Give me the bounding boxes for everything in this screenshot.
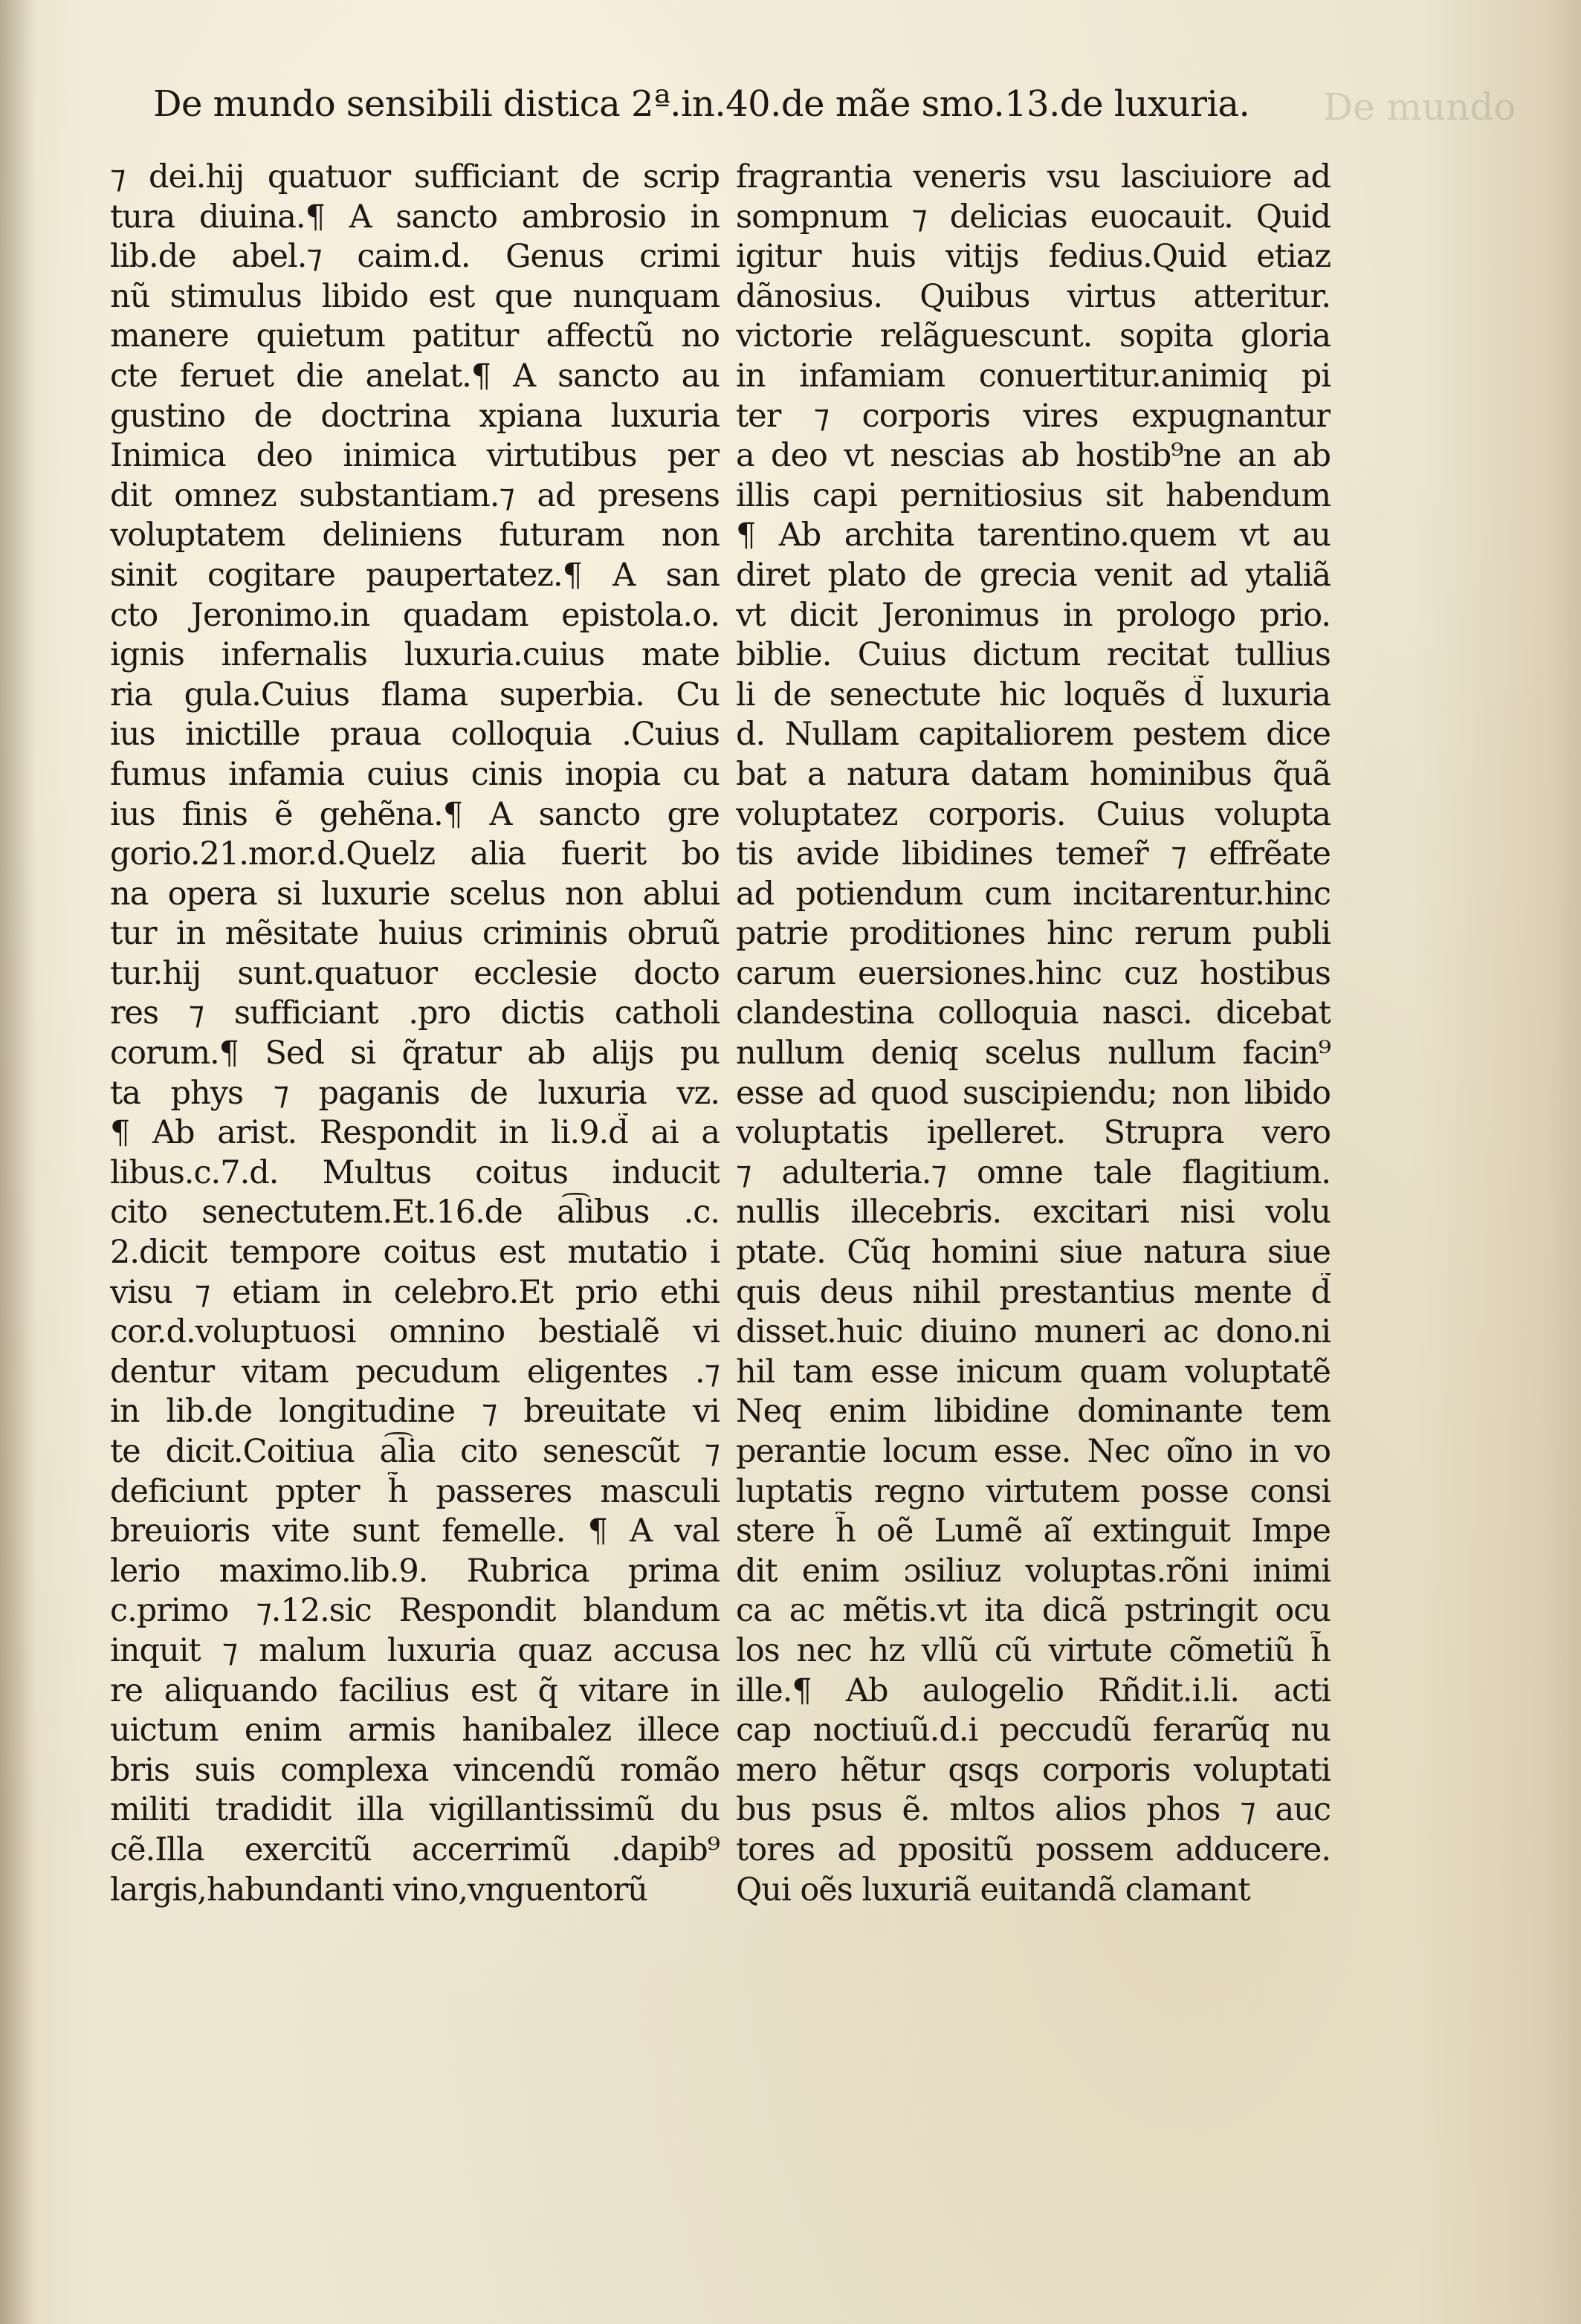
- text-line: luptatis regno virtutem posse consi: [736, 1472, 1331, 1510]
- text-line: ter ⁊ corporis vires expugnantur: [736, 397, 1331, 435]
- text-line: igitur huis vitijs fedius.Quid etiaz: [736, 238, 1331, 276]
- text-line: corum.¶ Sed si q̃ratur ab alijs pu: [110, 1035, 720, 1072]
- text-line: cte feruet die anelat.¶ A sancto au: [110, 357, 720, 395]
- text-line: ⁊ adulteria.⁊ omne tale flagitium.: [736, 1153, 1331, 1191]
- text-line: tores ad ppositũ possem adducere.: [736, 1831, 1331, 1868]
- text-line: Neq enim libidine dominante tem: [736, 1393, 1331, 1431]
- text-line: ius finis ẽ gehẽna.¶ A sancto gre: [110, 795, 720, 833]
- right-text-column: [736, 158, 1331, 1910]
- text-line: clandestina colloquia nasci. dicebat: [736, 994, 1331, 1032]
- text-line: biblie. Cuius dictum recitat tullius: [736, 636, 1331, 674]
- text-line: in lib.de longitudine ⁊ breuitate vi: [110, 1393, 720, 1431]
- text-line: gustino de doctrina xpiana luxuria: [110, 397, 720, 435]
- text-line: voluptatem deliniens futuram non: [110, 517, 720, 554]
- text-line: ad potiendum cum incitarentur.hinc: [736, 875, 1331, 913]
- text-line: gorio.21.mor.d.Quelz alia fuerit bo: [110, 835, 720, 873]
- text-line: mero hẽtur qsqs corporis voluptati: [736, 1751, 1331, 1789]
- text-line: cor.d.voluptuosi omnino bestialẽ vi: [110, 1313, 720, 1351]
- text-line: tura diuina.¶ A sancto ambrosio in: [110, 198, 720, 236]
- text-line: ⁊ dei.hij quatuor sufficiant de scrip: [110, 158, 720, 195]
- text-line: Inimica deo inimica virtutibus per: [110, 437, 720, 475]
- text-line: a deo vt nescias ab hostib⁹ne an ab: [736, 437, 1331, 475]
- text-line: ille.¶ Ab aulogelio Rñdit.i.li. acti: [736, 1671, 1331, 1709]
- text-line: d. Nullam capitaliorem pestem dice: [736, 716, 1331, 754]
- text-line: illis capi pernitiosius sit habendum: [736, 476, 1331, 514]
- text-line: na opera si luxurie scelus non ablui: [110, 875, 720, 913]
- text-line: largis,habundanti vino,vnguentorũ: [110, 1871, 647, 1909]
- text-line: los nec hz vllũ cũ virtute cõmetiũ h̃: [736, 1631, 1331, 1669]
- text-line: ca ac mẽtis.vt ita dicã pstringit ocu: [736, 1592, 1331, 1630]
- text-line: nullum deniq scelus nullum facin⁹: [736, 1035, 1331, 1072]
- text-line: dentur vitam pecudum eligentes .⁊: [110, 1353, 720, 1391]
- text-line: militi tradidit illa vigillantissimũ du: [110, 1791, 720, 1829]
- text-line: disset.huic diuino muneri ac dono.ni: [736, 1313, 1331, 1351]
- text-line: libus.c.7.d. Multus coitus inducit: [110, 1153, 720, 1191]
- text-line: ta phys ⁊ paganis de luxuria vz.: [110, 1074, 720, 1112]
- text-line: 2.dicit tempore coitus est mutatio i: [110, 1234, 720, 1272]
- text-line: stere h̃ oẽ Lumẽ aĩ extinguit Impe: [736, 1512, 1331, 1550]
- text-line: fragrantia veneris vsu lasciuiore ad: [736, 158, 1331, 195]
- text-line: voluptatis ipelleret. Strupra vero: [736, 1114, 1331, 1152]
- text-line: ignis infernalis luxuria.cuius mate: [110, 636, 720, 674]
- text-line: ria gula.Cuius flama superbia. Cu: [110, 676, 720, 713]
- text-line: cap noctiuũ.d.i peccudũ ferarũq nu: [736, 1712, 1331, 1750]
- text-line: visu ⁊ etiam in celebro.Et prio ethi: [110, 1273, 720, 1311]
- text-line: inquit ⁊ malum luxuria quaz accusa: [110, 1631, 720, 1669]
- text-line: carum euersiones.hinc cuz hostibus: [736, 954, 1331, 992]
- text-line: li de senectute hic loquẽs d̃ luxuria: [736, 676, 1331, 713]
- text-line: uictum enim armis hanibalez illece: [110, 1712, 720, 1750]
- text-line: sinit cogitare paupertatez.¶ A san: [110, 556, 720, 594]
- text-line: c.primo ⁊.12.sic Respondit blandum: [110, 1592, 720, 1630]
- left-text-column: [110, 158, 720, 1910]
- text-line: patrie proditiones hinc rerum publi: [736, 915, 1331, 953]
- text-line: res ⁊ sufficiant .pro dictis catholi: [110, 994, 720, 1032]
- text-line: tur in mẽsitate huius criminis obruũ: [110, 915, 720, 953]
- text-line: breuioris vite sunt femelle. ¶ A val: [110, 1512, 720, 1550]
- text-line: cẽ.Illa exercitũ accerrimũ .dapib⁹: [110, 1831, 720, 1868]
- text-line: voluptatez corporis. Cuius volupta: [736, 795, 1331, 833]
- text-line: ¶ Ab arist. Respondit in li.9.d̃ ai a: [110, 1114, 720, 1152]
- text-line: ius inictille praua colloquia .Cuius: [110, 716, 720, 754]
- text-line: esse ad quod suscipiendu; non libido: [736, 1074, 1331, 1112]
- text-line: hil tam esse inicum quam voluptatẽ: [736, 1353, 1331, 1391]
- text-line: lerio maximo.lib.9. Rubrica prima: [110, 1552, 720, 1590]
- text-line: dãnosius. Quibus virtus atteritur.: [736, 277, 1331, 315]
- running-header: De mundo sensibili distica 2ª.in.40.de mãe smo.13.de luxuria.: [153, 83, 1250, 125]
- text-line: re aliquando facilius est q̃ vitare in: [110, 1671, 720, 1709]
- binding-shadow: [0, 0, 37, 2324]
- text-line: in infamiam conuertitur.animiq pi: [736, 357, 1331, 395]
- text-line: ¶ Ab archita tarentino.quem vt au: [736, 517, 1331, 554]
- text-line: tur.hij sunt.quatuor ecclesie docto: [110, 954, 720, 992]
- text-line: quis deus nihil prestantius mente d̃: [736, 1273, 1331, 1311]
- text-line: bat a natura datam hominibus q̃uã: [736, 755, 1331, 793]
- text-line: sompnum ⁊ delicias euocauit. Quid: [736, 198, 1331, 236]
- text-line: deficiunt ppter h̃ passeres masculi: [110, 1472, 720, 1510]
- text-line: nũ stimulus libido est que nunquam: [110, 277, 720, 315]
- text-line: victorie relãguescunt. sopita gloria: [736, 317, 1331, 355]
- text-line: manere quietum patitur affectũ no: [110, 317, 720, 355]
- show-through-text: De mundo: [1323, 85, 1516, 129]
- text-line: dit omnez substantiam.⁊ ad presens: [110, 476, 720, 514]
- text-line: bris suis complexa vincendũ romão: [110, 1751, 720, 1789]
- text-line: vt dicit Jeronimus in prologo prio.: [736, 596, 1331, 634]
- text-line: cto Jeronimo.in quadam epistola.o.: [110, 596, 720, 634]
- text-line: perantie locum esse. Nec oĩno in vo: [736, 1433, 1331, 1470]
- text-line: bus psus ẽ. mltos alios phos ⁊ auc: [736, 1791, 1331, 1829]
- text-line: fumus infamia cuius cinis inopia cu: [110, 755, 720, 793]
- text-line: tis avide libidines temer̃ ⁊ effrẽate: [736, 835, 1331, 873]
- text-line: Qui oẽs luxuriã euitandã clamant: [736, 1871, 1250, 1909]
- text-line: lib.de abel.⁊ caim.d. Genus crimi: [110, 238, 720, 276]
- text-line: te dicit.Coitiua a͡lia cito senescũt ⁊: [110, 1433, 720, 1470]
- text-line: dit enim ɔsiliuz voluptas.rõni inimi: [736, 1552, 1331, 1590]
- text-line: diret plato de grecia venit ad ytaliã: [736, 556, 1331, 594]
- text-line: ptate. Cũq homini siue natura siue: [736, 1234, 1331, 1272]
- text-line: cito senectutem.Et.16.de a͡libus .c.: [110, 1194, 720, 1231]
- text-line: nullis illecebris. excitari nisi volu: [736, 1194, 1331, 1231]
